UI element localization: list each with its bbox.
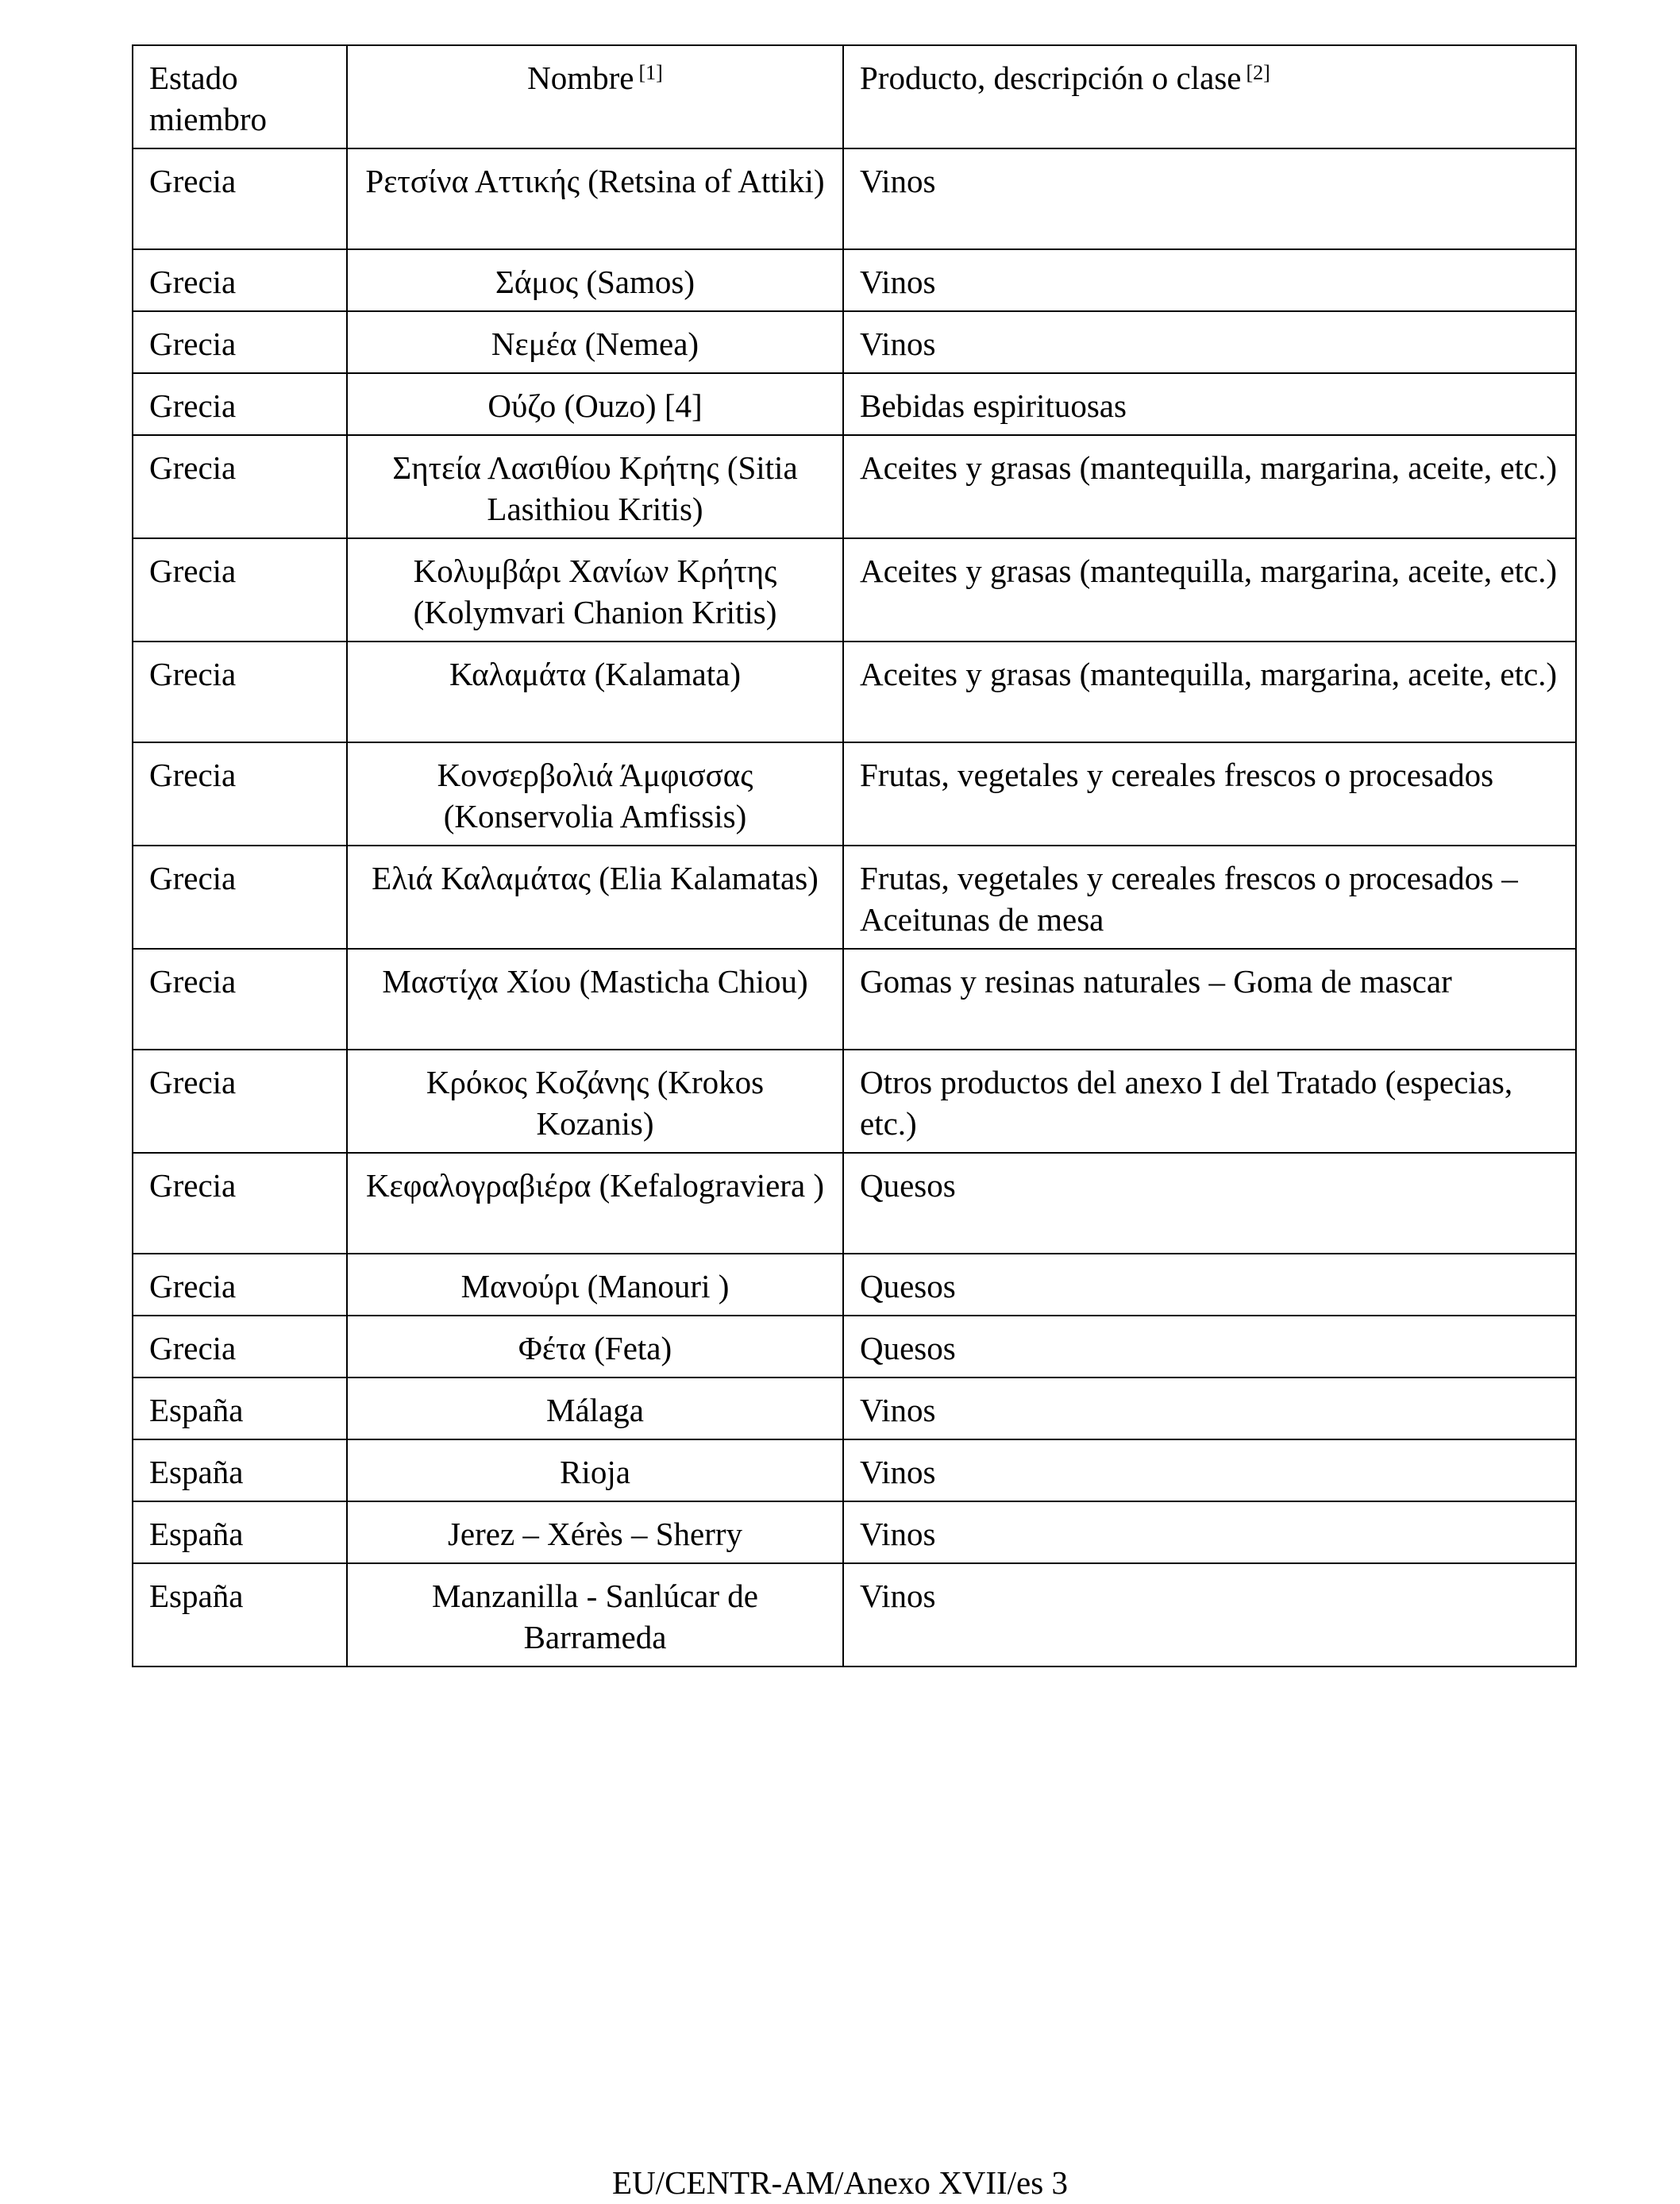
cell-name: Καλαμάτα (Kalamata): [347, 642, 843, 742]
cell-product: Frutas, vegetales y cereales frescos o procesados: [843, 742, 1576, 846]
cell-name: Manzanilla - Sanlúcar de Barrameda: [347, 1563, 843, 1666]
cell-product: Otros productos del anexo I del Tratado (especias, etc.): [843, 1050, 1576, 1153]
footnote-ref-2: [2]: [1246, 61, 1270, 84]
cell-product: Quesos: [843, 1316, 1576, 1378]
cell-state: Grecia: [133, 311, 347, 373]
cell-name: Κεφαλογραβιέρα (Kefalograviera ): [347, 1153, 843, 1254]
cell-state: Grecia: [133, 1050, 347, 1153]
cell-name: Μαστίχα Χίου (Masticha Chiou): [347, 949, 843, 1050]
cell-product: Quesos: [843, 1254, 1576, 1316]
header-state: [133, 45, 347, 148]
cell-name: Ρετσίνα Αττικής (Retsina of Attiki): [347, 148, 843, 249]
table-row: [133, 1316, 1576, 1378]
cell-state: Grecia: [133, 249, 347, 311]
header-name-label: Nombre: [527, 60, 634, 96]
cell-product: Aceites y grasas (mantequilla, margarina, aceite, etc.): [843, 435, 1576, 538]
cell-state: Grecia: [133, 949, 347, 1050]
cell-state: España: [133, 1501, 347, 1563]
cell-product: Gomas y resinas naturales – Goma de mascar: [843, 949, 1576, 1050]
cell-state: España: [133, 1439, 347, 1501]
cell-product: Quesos: [843, 1153, 1576, 1254]
cell-product: Aceites y grasas (mantequilla, margarina, aceite, etc.): [843, 642, 1576, 742]
header-product: [843, 45, 1576, 148]
table-row: [133, 742, 1576, 846]
cell-product: Bebidas espirituosas: [843, 373, 1576, 435]
table-header-row: [133, 45, 1576, 148]
cell-product: Vinos: [843, 249, 1576, 311]
cell-name: Νεμέα (Nemea): [347, 311, 843, 373]
cell-state: Grecia: [133, 642, 347, 742]
cell-state: España: [133, 1378, 347, 1439]
table-row: [133, 642, 1576, 742]
cell-state: España: [133, 1563, 347, 1666]
table-row: [133, 1254, 1576, 1316]
cell-product: Vinos: [843, 148, 1576, 249]
cell-product: Frutas, vegetales y cereales frescos o procesados – Aceitunas de mesa: [843, 846, 1576, 949]
table-row: [133, 435, 1576, 538]
cell-state: Grecia: [133, 742, 347, 846]
cell-name: Rioja: [347, 1439, 843, 1501]
cell-product: Vinos: [843, 1378, 1576, 1439]
table-row: [133, 1153, 1576, 1254]
cell-product: Aceites y grasas (mantequilla, margarina, aceite, etc.): [843, 538, 1576, 642]
cell-product: Vinos: [843, 311, 1576, 373]
footnote-ref-1: [1]: [638, 61, 663, 84]
table-row: [133, 1439, 1576, 1501]
cell-state: Grecia: [133, 148, 347, 249]
table-row: [133, 1050, 1576, 1153]
cell-name: Ελιά Καλαμάτας (Elia Kalamatas): [347, 846, 843, 949]
cell-name: Φέτα (Feta): [347, 1316, 843, 1378]
page-footer: EU/CENTR-AM/Anexo XVII/es 3: [612, 2164, 1068, 2201]
table-body: [133, 148, 1576, 1666]
table-row: [133, 846, 1576, 949]
header-name: [347, 45, 843, 148]
table-row: [133, 148, 1576, 249]
table-row: [133, 249, 1576, 311]
cell-name: Σάμος (Samos): [347, 249, 843, 311]
cell-state: Grecia: [133, 1254, 347, 1316]
cell-name: Jerez – Xérès – Sherry: [347, 1501, 843, 1563]
cell-product: Vinos: [843, 1501, 1576, 1563]
table-row: [133, 949, 1576, 1050]
table-row: [133, 1378, 1576, 1439]
table-row: [133, 373, 1576, 435]
cell-state: Grecia: [133, 1316, 347, 1378]
cell-name: Κονσερβολιά Άμφισσας (Konservolia Amfissis): [347, 742, 843, 846]
table-row: [133, 1563, 1576, 1666]
cell-state: Grecia: [133, 435, 347, 538]
table-row: [133, 311, 1576, 373]
cell-state: Grecia: [133, 1153, 347, 1254]
annex-table: [132, 44, 1577, 1667]
cell-name: Σητεία Λασιθίου Κρήτης (Sitia Lasithiou Kritis): [347, 435, 843, 538]
cell-name: Κολυμβάρι Χανίων Κρήτης (Kolymvari Chanion Kritis): [347, 538, 843, 642]
table-row: [133, 538, 1576, 642]
header-state-label: Estado miembro: [149, 60, 268, 137]
cell-state: Grecia: [133, 538, 347, 642]
cell-product: Vinos: [843, 1563, 1576, 1666]
cell-name: Ούζο (Ouzo) [4]: [347, 373, 843, 435]
table-row: [133, 1501, 1576, 1563]
cell-state: Grecia: [133, 373, 347, 435]
cell-name: Málaga: [347, 1378, 843, 1439]
header-product-label: Producto, descripción o clase: [860, 60, 1242, 96]
cell-product: Vinos: [843, 1439, 1576, 1501]
cell-name: Μανούρι (Manouri ): [347, 1254, 843, 1316]
cell-name: Κρόκος Κοζάνης (Krokos Kozanis): [347, 1050, 843, 1153]
cell-state: Grecia: [133, 846, 347, 949]
